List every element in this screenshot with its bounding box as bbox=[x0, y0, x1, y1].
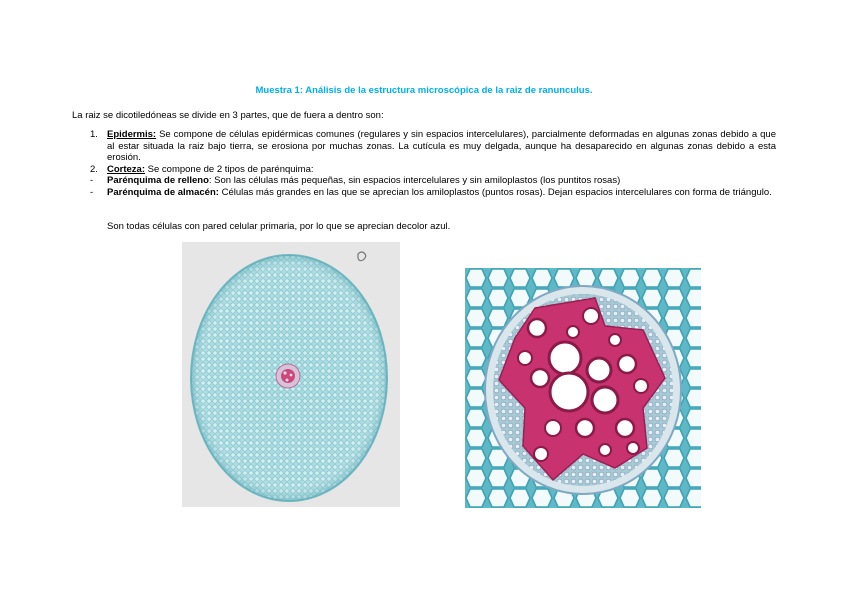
list-item-corteza bbox=[90, 164, 776, 176]
micrograph-root-cross-section-icon bbox=[182, 242, 400, 507]
corteza-description: Se compone de 2 tipos de parénquima: bbox=[145, 163, 314, 175]
closing-paragraph: Son todas células con pared celular primaria, por lo que se aprecian decolor azul. bbox=[107, 221, 451, 232]
intro-paragraph: La raiz se dicotiledóneas se divide en 3 partes, que de fuera a dentro son: bbox=[72, 110, 384, 121]
micrograph-vascular-cylinder bbox=[465, 268, 701, 508]
document-title: Muestra 1: Análisis de la estructura microscópica de la raiz de ranunculus. bbox=[255, 85, 593, 96]
list-item-epidermis bbox=[90, 129, 776, 164]
bullet-dash: - bbox=[90, 186, 94, 198]
term-corteza: Corteza: bbox=[107, 163, 146, 175]
term-parenquima-almacen: Parénquima de almacén: bbox=[107, 186, 219, 198]
list-number: 2. bbox=[90, 163, 98, 175]
list-number: 1. bbox=[90, 129, 98, 140]
subitem-parenquima-relleno bbox=[90, 175, 776, 187]
term-epidermis: Epidermis: bbox=[107, 129, 157, 140]
relleno-description: : Son las células más pequeñas, sin espacios intercelulares y sin amiloplastos (los puntitos rosas) bbox=[208, 175, 621, 186]
micrograph-root-cross-section bbox=[182, 242, 400, 507]
term-parenquima-relleno: Parénquima de relleno bbox=[107, 175, 209, 186]
bullet-dash: - bbox=[90, 175, 94, 186]
epidermis-description: Se compone de células epidérmicas comunes (regulares y sin espacios intercelulares), parcialmente deformadas en algunas zonas debido a que al estar situada la raiz bajo tierra, se erosiona por muchas zonas. La cutícula es muy delgada, aunque ha desaparecido en algunas zonas debido a esta erosión. bbox=[107, 129, 776, 163]
micrograph-vascular-cylinder-icon bbox=[465, 268, 701, 508]
almacen-description: Células más grandes en las que se aprecian los amiloplastos (puntos rosas). Dejan espacios intercelulares con forma de triángulo. bbox=[218, 186, 772, 198]
numbered-list bbox=[90, 129, 776, 198]
subitem-parenquima-almacen bbox=[90, 187, 776, 199]
